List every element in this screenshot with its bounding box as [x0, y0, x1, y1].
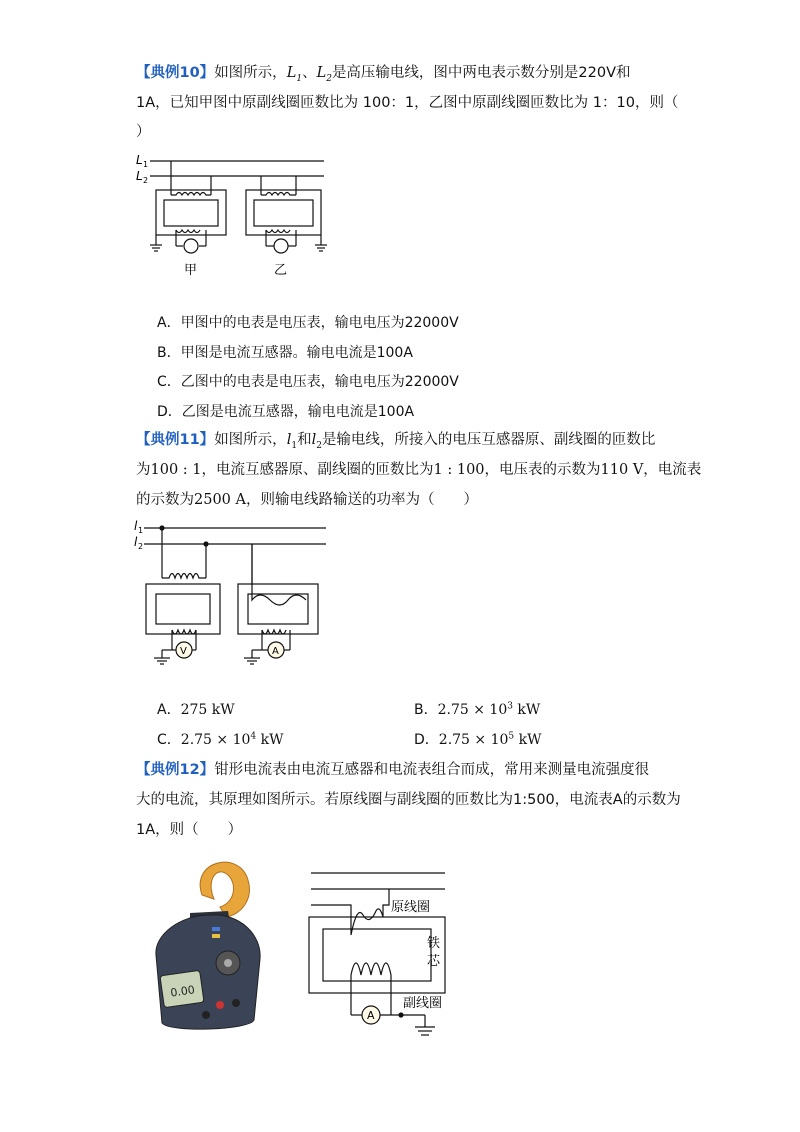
fig-label-L2: L — [136, 169, 143, 183]
ex11-line-2 — [136, 460, 701, 480]
ex11-text: ，电压表的示数为 — [484, 462, 601, 478]
fig-label-l1: l — [134, 519, 138, 533]
option-exponent: 5 — [508, 731, 515, 742]
option-value: 275 kW — [180, 702, 235, 718]
ex12-text: 钳形电流表由电流互感器和电流表组合而成，常用来测量电流强度很 — [214, 762, 650, 778]
symbol-L2: L — [316, 65, 327, 81]
clamp-meter-image — [150, 855, 270, 1035]
symbol-L1: L — [286, 65, 297, 81]
ex10-tag: 【典例10】 — [136, 65, 215, 81]
ex11-text: 和 — [297, 432, 312, 448]
label-primary-coil: 原线圈 — [391, 900, 431, 915]
separator: 、 — [302, 65, 317, 81]
ex10-option-d[interactable]: D．乙图是电流互感器，输电电流是100A — [157, 404, 415, 420]
ex10-text: 是高压输电线，图中两电表示数分别是220V和 — [331, 65, 631, 81]
subscript: 1 — [296, 73, 303, 84]
ex10-option-c[interactable]: C．乙图中的电表是电压表，输电电压为22000V — [157, 374, 459, 390]
ex11-text: ，电流互感器原、副线圈的匝数比为 — [201, 462, 434, 478]
ex12-line-3: 1A，则（ ） — [136, 822, 243, 838]
ex11-ratio-1: 100 : 1 — [150, 462, 202, 478]
ex11-option-a[interactable] — [157, 700, 235, 720]
label-core-1: 铁 — [427, 936, 441, 951]
ex11-voltage: 110 V — [600, 462, 644, 478]
ex11-option-c[interactable] — [157, 730, 283, 750]
ex11-line-3 — [136, 490, 478, 510]
ex10-option-a[interactable]: A．甲图中的电表是电压表，输电电压为22000V — [157, 315, 459, 331]
ex11-tag: 【典例11】 — [136, 432, 215, 448]
ex10-line-1 — [136, 63, 631, 83]
fig-label-l2: l — [134, 535, 138, 549]
ex11-line-1 — [136, 430, 655, 450]
ex11-current: 2500 A — [194, 492, 246, 508]
ex10-circuit — [150, 161, 327, 253]
option-label: C． — [157, 732, 181, 748]
ex12-figure — [305, 865, 465, 1045]
fig-sub: 1 — [138, 526, 144, 535]
ex12-line-1 — [136, 760, 649, 780]
ex10-line-3: ） — [136, 124, 151, 140]
ex11-option-d[interactable] — [414, 730, 541, 750]
option-unit: kW — [514, 732, 542, 748]
option-label: A． — [157, 702, 181, 718]
voltmeter-label: V — [180, 646, 187, 657]
subscript: 1 — [291, 440, 298, 451]
ex10-option-b[interactable]: B．甲图是电流互感器。输电电流是100A — [157, 345, 413, 361]
ex11-option-b[interactable] — [414, 700, 540, 720]
ex10-text: 如图所示， — [214, 65, 287, 81]
subscript: 2 — [326, 73, 332, 84]
option-label: B． — [414, 702, 438, 718]
ex10-line-2: 1A，已知甲图中原副线圈匝数比为 100：1，乙图中原副线圈匝数比为 1：10，则（ — [136, 95, 679, 111]
option-unit: kW — [256, 732, 284, 748]
option-exponent: 3 — [507, 701, 513, 712]
fig-sub: 2 — [143, 176, 149, 185]
ammeter-label: A — [367, 1009, 375, 1022]
symbol-l2: l — [311, 432, 317, 448]
ex11-ratio-2: 1 : 100 — [433, 462, 485, 478]
ex11-text: ，电流表 — [643, 462, 702, 478]
fig-sub: 2 — [138, 542, 144, 551]
option-value: 2.75 × 10 — [180, 732, 251, 748]
ex11-text: 的示数为 — [136, 492, 194, 508]
fig-label-yi: 乙 — [274, 263, 288, 278]
ex10-figure — [136, 150, 336, 280]
ex12-tag: 【典例12】 — [136, 762, 215, 778]
ex11-text: 是输电线，所接入的电压互感器原、副线圈的匝数比 — [321, 432, 656, 448]
ex11-text: 为 — [136, 462, 151, 478]
fig-label-L1: L — [136, 153, 143, 167]
option-label: D． — [414, 732, 439, 748]
ex11-figure — [134, 518, 334, 668]
fig-label-jia: 甲 — [184, 263, 198, 278]
ex12-line-2: 大的电流，其原理如图所示。若原线圈与副线圈的匝数比为1:500，电流表A的示数为 — [136, 792, 681, 808]
ex11-circuit — [144, 526, 326, 664]
option-unit: kW — [512, 702, 541, 718]
option-value: 2.75 × 10 — [437, 702, 508, 718]
ex11-text: 如图所示， — [214, 432, 287, 448]
ammeter-label: A — [272, 646, 279, 657]
option-value: 2.75 × 10 — [438, 732, 509, 748]
subscript: 2 — [316, 440, 322, 451]
lcd-readout: 0.00 — [169, 983, 196, 1000]
label-secondary-coil: 副线圈 — [403, 996, 443, 1011]
fig-sub: 1 — [143, 160, 149, 169]
label-core-2: 芯 — [427, 954, 441, 969]
ex11-text: ，则输电线路输送的功率为（ ） — [245, 492, 478, 508]
option-exponent: 4 — [250, 731, 257, 742]
symbol-l1: l — [286, 432, 292, 448]
